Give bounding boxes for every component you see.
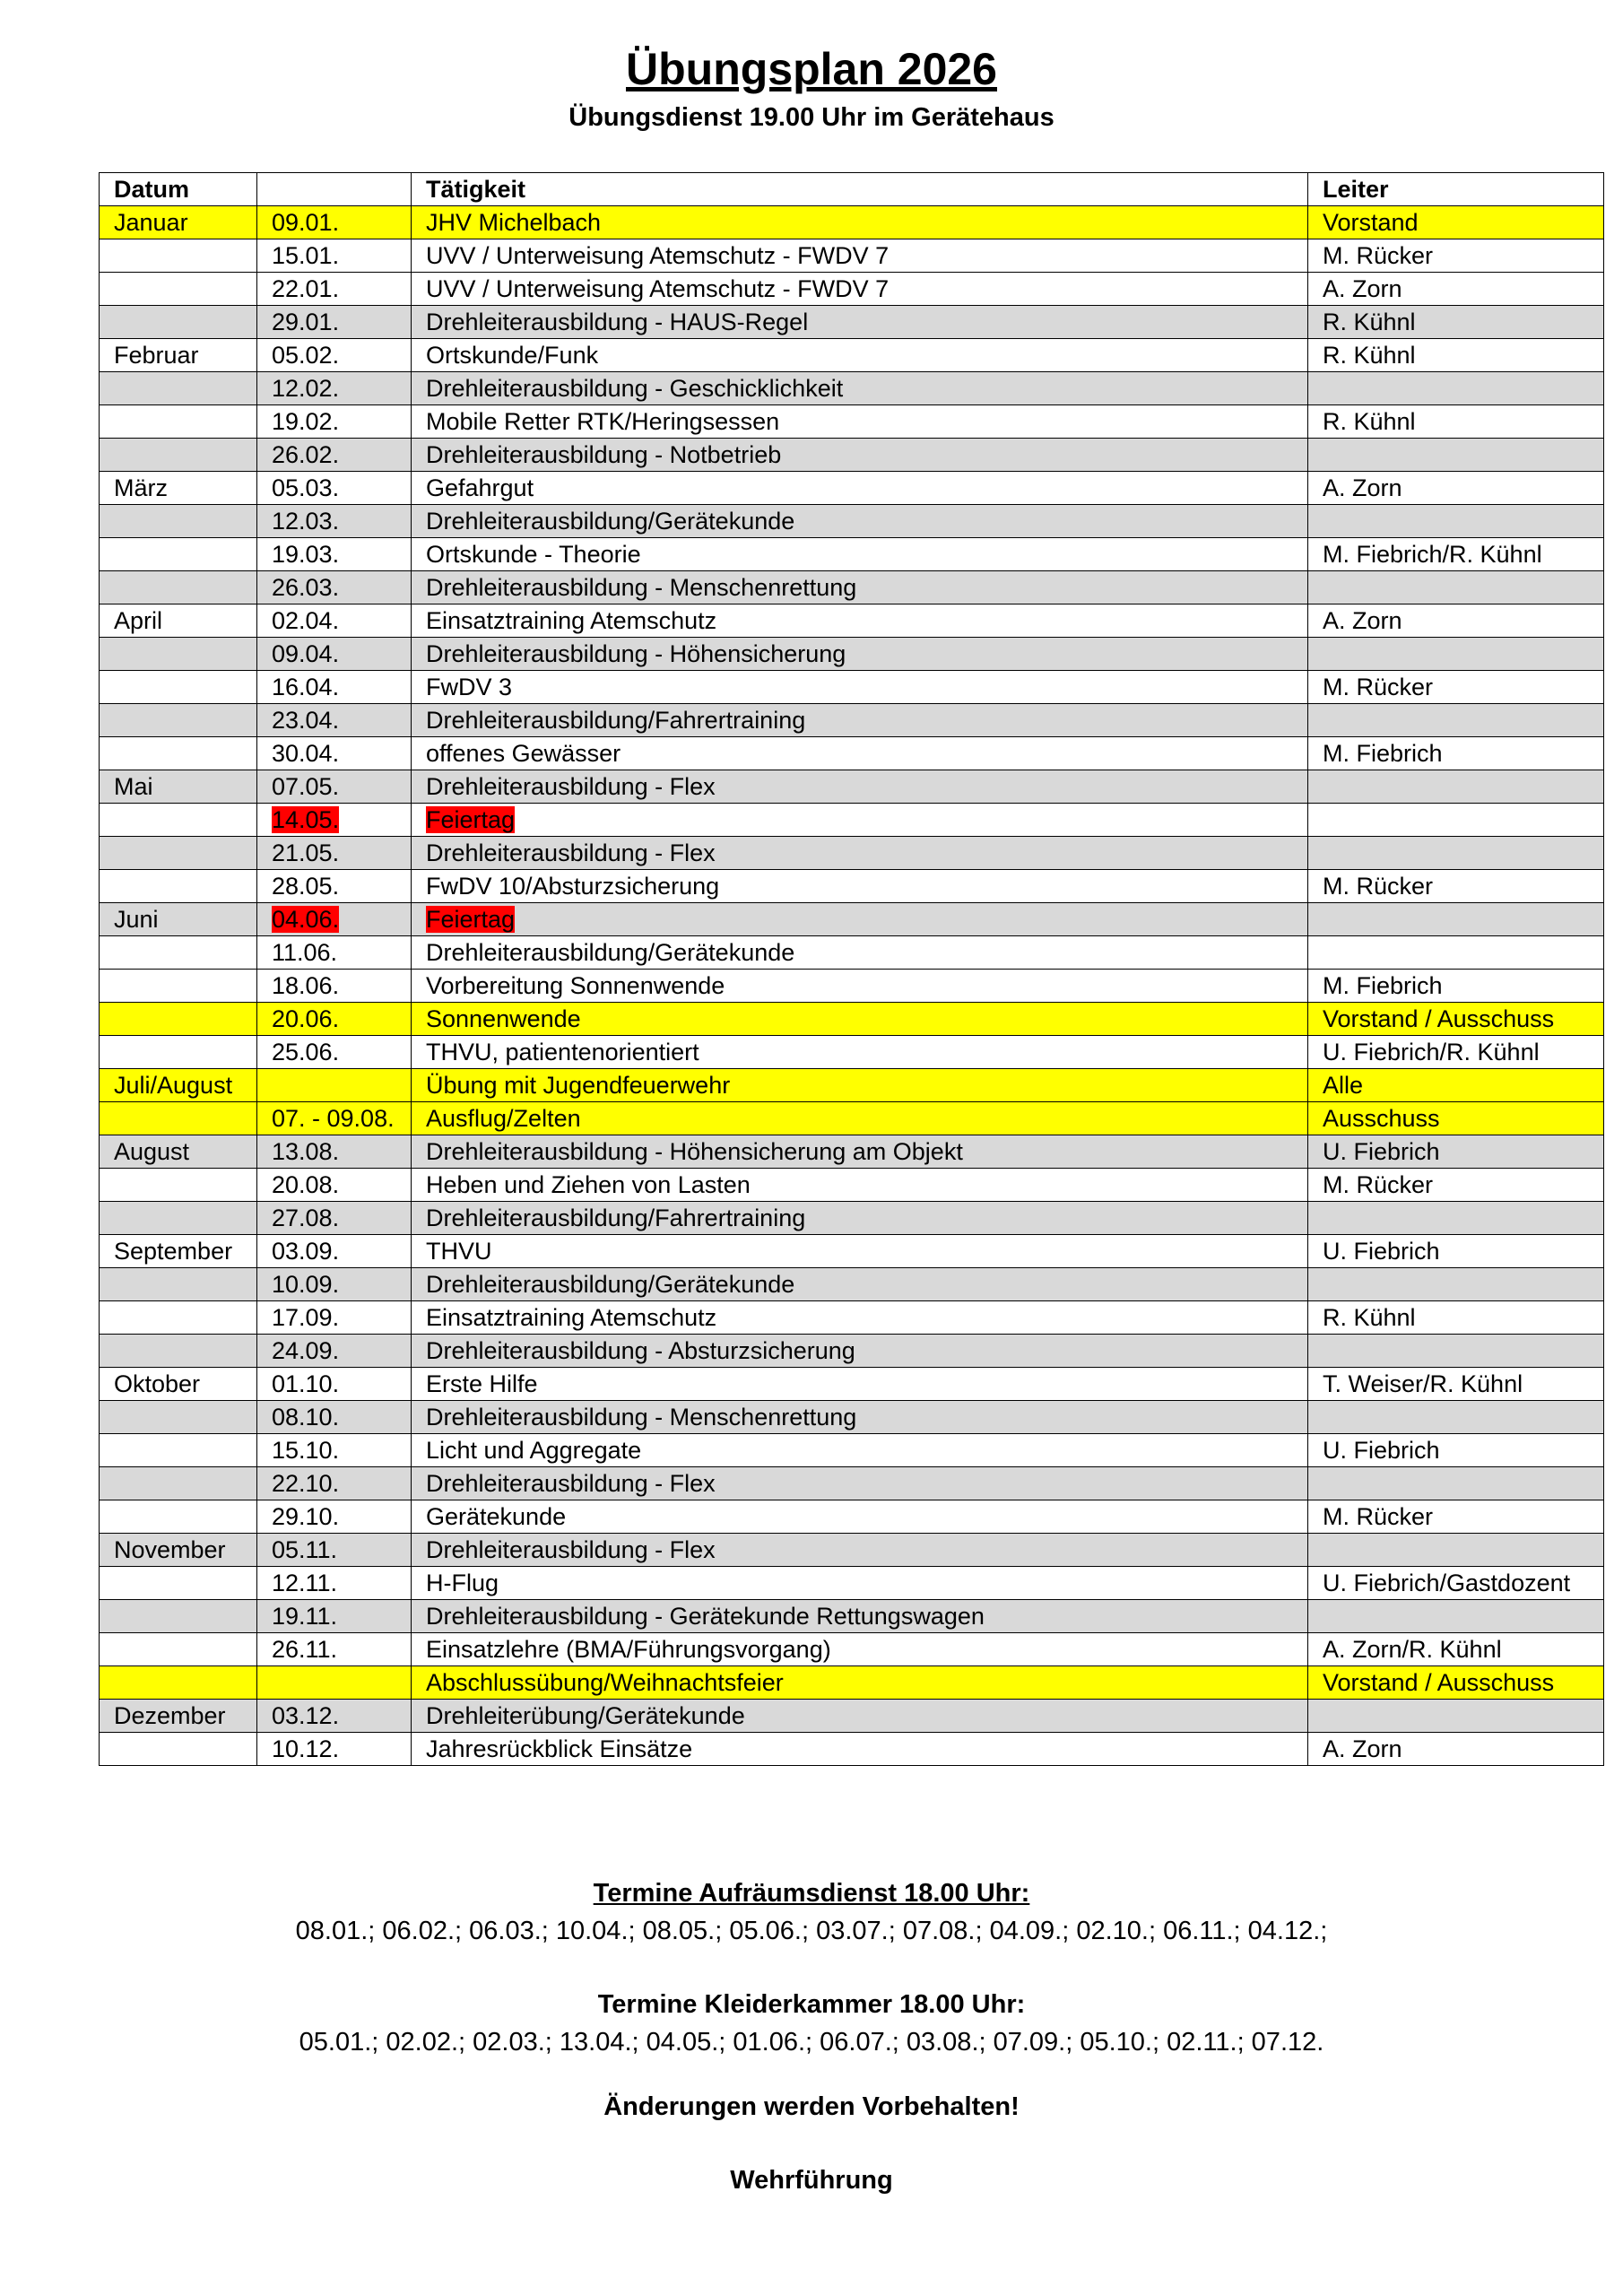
cell-leader: R. Kühnl [1308,339,1604,372]
cell-month [100,1600,257,1633]
cell-activity: Drehleiterübung/Gerätekunde [412,1700,1308,1733]
cell-date: 23.04. [257,704,412,737]
cell-month [100,372,257,405]
table-row [100,1401,1604,1434]
cell-month [100,1567,257,1600]
table-row [100,306,1604,339]
cell-leader [1308,804,1604,837]
cell-activity: FwDV 3 [412,671,1308,704]
cell-date: 12.03. [257,505,412,538]
cell-leader: M. Rücker [1308,1500,1604,1534]
cell-leader [1308,1268,1604,1301]
cell-month [100,1500,257,1534]
cell-date: 10.12. [257,1733,412,1766]
table-row [100,1733,1604,1766]
cell-activity: Jahresrückblick Einsätze [412,1733,1308,1766]
cell-activity: Abschlussübung/Weihnachtsfeier [412,1666,1308,1700]
cell-activity: Drehleiterausbildung - Flex [412,1534,1308,1567]
cell-leader [1308,439,1604,472]
cell-month [100,1003,257,1036]
table-row [100,1003,1604,1036]
cell-date: 03.12. [257,1700,412,1733]
cell-month [100,638,257,671]
cell-month [100,804,257,837]
header-leiter: Leiter [1308,173,1604,206]
cell-month: März [100,472,257,505]
cell-date: 20.06. [257,1003,412,1036]
page-subtitle: Übungsdienst 19.00 Uhr im Gerätehaus [568,103,1055,132]
table-row [100,1069,1604,1102]
cell-month [100,1733,257,1766]
cell-leader [1308,1700,1604,1733]
table-row [100,1102,1604,1135]
cell-month: April [100,604,257,638]
wardrobe-heading: Termine Kleiderkammer 18.00 Uhr: [597,1990,1026,2019]
table-row [100,1700,1604,1733]
cell-leader: U. Fiebrich [1308,1434,1604,1467]
cell-leader: A. Zorn [1308,472,1604,505]
cell-month [100,306,257,339]
cell-month [100,1268,257,1301]
cell-date: 11.06. [257,936,412,970]
cell-activity: Ortskunde - Theorie [412,538,1308,571]
cell-month [100,1169,257,1202]
cell-leader: A. Zorn [1308,273,1604,306]
cell-activity: Drehleiterausbildung - Höhensicherung am Objekt [412,1135,1308,1169]
cell-date: 03.09. [257,1235,412,1268]
cell-month: Oktober [100,1368,257,1401]
cell-activity: Drehleiterausbildung - HAUS-Regel [412,306,1308,339]
cell-activity [412,903,1308,936]
table-row [100,1135,1604,1169]
table-row [100,405,1604,439]
table-row [100,1434,1604,1467]
cell-date: 09.04. [257,638,412,671]
cell-month [100,405,257,439]
table-row [100,1600,1604,1633]
table-row [100,505,1604,538]
cell-date: 18.06. [257,970,412,1003]
cell-month [100,671,257,704]
table-row [100,1335,1604,1368]
cell-date: 17.09. [257,1301,412,1335]
cell-date: 26.02. [257,439,412,472]
cell-leader [1308,903,1604,936]
table-row [100,1268,1604,1301]
cell-month: Juni [100,903,257,936]
cell-date: 26.11. [257,1633,412,1666]
cell-date: 24.09. [257,1335,412,1368]
cell-date: 05.02. [257,339,412,372]
training-schedule-table [99,172,1604,1766]
changes-notice: Änderungen werden Vorbehalten! [603,2092,1020,2121]
cell-activity: Vorbereitung Sonnenwende [412,970,1308,1003]
holiday-date-highlight: 04.06. [272,906,340,933]
cell-date: 09.01. [257,206,412,239]
cell-activity: Drehleiterausbildung - Höhensicherung [412,638,1308,671]
cell-activity: JHV Michelbach [412,206,1308,239]
cell-month [100,273,257,306]
table-row [100,1666,1604,1700]
cell-date: 22.01. [257,273,412,306]
cell-leader: T. Weiser/R. Kühnl [1308,1368,1604,1401]
cell-activity: THVU, patientenorientiert [412,1036,1308,1069]
cell-leader [1308,1401,1604,1434]
cell-date [257,804,412,837]
cell-date: 30.04. [257,737,412,770]
cell-month [100,1301,257,1335]
table-row [100,870,1604,903]
table-row [100,372,1604,405]
cell-month [100,1335,257,1368]
cell-date: 10.09. [257,1268,412,1301]
cell-month [100,1467,257,1500]
cell-date: 05.11. [257,1534,412,1567]
cell-activity: Drehleiterausbildung - Notbetrieb [412,439,1308,472]
cell-month: Februar [100,339,257,372]
cell-month: November [100,1534,257,1567]
cell-date [257,1069,412,1102]
cell-leader: R. Kühnl [1308,1301,1604,1335]
cell-date: 07. - 09.08. [257,1102,412,1135]
cell-leader [1308,638,1604,671]
cell-month: Mai [100,770,257,804]
cell-activity: Drehleiterausbildung/Gerätekunde [412,505,1308,538]
cell-month: Juli/August [100,1069,257,1102]
table-row [100,936,1604,970]
cell-leader: U. Fiebrich/R. Kühnl [1308,1036,1604,1069]
cell-leader: A. Zorn/R. Kühnl [1308,1633,1604,1666]
cell-month [100,1202,257,1235]
cell-date: 08.10. [257,1401,412,1434]
cell-activity: Einsatztraining Atemschutz [412,604,1308,638]
cell-leader [1308,1534,1604,1567]
cell-month [100,704,257,737]
holiday-label-highlight: Feiertag [426,806,516,833]
cell-leader: U. Fiebrich [1308,1235,1604,1268]
cell-activity: Drehleiterausbildung/Fahrertraining [412,1202,1308,1235]
table-row [100,1235,1604,1268]
cell-leader: Ausschuss [1308,1102,1604,1135]
cell-date: 07.05. [257,770,412,804]
table-row [100,837,1604,870]
table-header-row [100,173,1604,206]
cleanup-dates: 08.01.; 06.02.; 06.03.; 10.04.; 08.05.; 05.06.; 03.07.; 07.08.; 04.09.; 02.10.; 06.11.; 04.12.; [295,1917,1328,1945]
cell-date: 29.10. [257,1500,412,1534]
table-row [100,1368,1604,1401]
cell-month: Dezember [100,1700,257,1733]
cell-activity: Übung mit Jugendfeuerwehr [412,1069,1308,1102]
table-row [100,770,1604,804]
cell-leader [1308,1600,1604,1633]
cell-date: 20.08. [257,1169,412,1202]
cell-date: 16.04. [257,671,412,704]
table-row [100,339,1604,372]
cell-date: 19.03. [257,538,412,571]
cell-month: August [100,1135,257,1169]
cell-month [100,239,257,273]
table-row [100,1500,1604,1534]
cell-month [100,837,257,870]
cell-month [100,1434,257,1467]
table-row [100,273,1604,306]
cell-activity: THVU [412,1235,1308,1268]
cell-date: 12.02. [257,372,412,405]
cell-date: 29.01. [257,306,412,339]
table-row [100,1202,1604,1235]
table-row [100,903,1604,936]
table-row [100,538,1604,571]
table-row [100,239,1604,273]
cell-leader: U. Fiebrich [1308,1135,1604,1169]
table-row [100,439,1604,472]
cell-leader: U. Fiebrich/Gastdozent [1308,1567,1604,1600]
cell-date: 28.05. [257,870,412,903]
cell-leader [1308,704,1604,737]
holiday-label-highlight: Feiertag [426,906,516,933]
cell-leader [1308,837,1604,870]
cell-activity: Sonnenwende [412,1003,1308,1036]
cell-leader [1308,505,1604,538]
cell-activity: UVV / Unterweisung Atemschutz - FWDV 7 [412,239,1308,273]
cell-date: 15.10. [257,1434,412,1467]
header-datum: Datum [100,173,257,206]
table-body [100,206,1604,1766]
cell-date: 12.11. [257,1567,412,1600]
cell-date: 05.03. [257,472,412,505]
cell-month [100,1401,257,1434]
cell-leader: R. Kühnl [1308,306,1604,339]
cell-date: 02.04. [257,604,412,638]
cell-month [100,870,257,903]
cell-month [100,936,257,970]
cell-leader [1308,936,1604,970]
cell-activity: Drehleiterausbildung/Gerätekunde [412,936,1308,970]
cell-leader: A. Zorn [1308,604,1604,638]
table-row [100,804,1604,837]
table-row [100,638,1604,671]
table-row [100,1633,1604,1666]
cell-activity: Gefahrgut [412,472,1308,505]
cell-activity: Drehleiterausbildung - Flex [412,1467,1308,1500]
cell-date: 01.10. [257,1368,412,1401]
cell-leader: A. Zorn [1308,1733,1604,1766]
holiday-date-highlight: 14.05. [272,806,340,833]
table-row [100,1169,1604,1202]
cell-month [100,505,257,538]
cell-activity: offenes Gewässer [412,737,1308,770]
cell-activity: Licht und Aggregate [412,1434,1308,1467]
cell-activity: Mobile Retter RTK/Heringsessen [412,405,1308,439]
table-row [100,1534,1604,1567]
cell-date: 19.11. [257,1600,412,1633]
cell-leader: Vorstand [1308,206,1604,239]
cell-month: Januar [100,206,257,239]
cell-leader [1308,372,1604,405]
cell-leader: Vorstand / Ausschuss [1308,1003,1604,1036]
cell-activity: Drehleiterausbildung - Geschicklichkeit [412,372,1308,405]
cell-month [100,1102,257,1135]
cell-activity: H-Flug [412,1567,1308,1600]
cell-leader: M. Rücker [1308,239,1604,273]
cell-activity: Heben und Ziehen von Lasten [412,1169,1308,1202]
table-row [100,1301,1604,1335]
table-row [100,704,1604,737]
cell-date: 25.06. [257,1036,412,1069]
cell-leader: M. Rücker [1308,671,1604,704]
cell-activity: Erste Hilfe [412,1368,1308,1401]
header-taetigkeit: Tätigkeit [412,173,1308,206]
cell-date [257,1666,412,1700]
cell-leader: M. Fiebrich [1308,970,1604,1003]
cell-leader: Alle [1308,1069,1604,1102]
cell-activity: Drehleiterausbildung - Flex [412,837,1308,870]
table-row [100,1567,1604,1600]
cell-leader: M. Rücker [1308,870,1604,903]
cell-leader [1308,571,1604,604]
cell-activity: Ortskunde/Funk [412,339,1308,372]
cell-leader: M. Fiebrich/R. Kühnl [1308,538,1604,571]
table-row [100,970,1604,1003]
cell-activity: Gerätekunde [412,1500,1308,1534]
cell-activity: UVV / Unterweisung Atemschutz - FWDV 7 [412,273,1308,306]
cell-activity: Drehleiterausbildung - Flex [412,770,1308,804]
cell-activity: Ausflug/Zelten [412,1102,1308,1135]
cell-date: 21.05. [257,837,412,870]
cell-date [257,903,412,936]
cell-month [100,439,257,472]
cell-month [100,1036,257,1069]
cell-leader: M. Rücker [1308,1169,1604,1202]
cell-leader: Vorstand / Ausschuss [1308,1666,1604,1700]
cell-leader: R. Kühnl [1308,405,1604,439]
wardrobe-dates: 05.01.; 02.02.; 02.03.; 13.04.; 04.05.; 01.06.; 06.07.; 03.08.; 07.09.; 05.10.; 02.11.; 07.12. [299,2028,1324,2057]
table-row [100,571,1604,604]
table-row [100,604,1604,638]
cell-date: 22.10. [257,1467,412,1500]
cell-activity: Drehleiterausbildung - Absturzsicherung [412,1335,1308,1368]
cell-activity: Drehleiterausbildung/Fahrertraining [412,704,1308,737]
cleanup-heading: Termine Aufräumsdienst 18.00 Uhr: [593,1879,1030,1908]
table-row [100,472,1604,505]
cell-month [100,538,257,571]
cell-month [100,970,257,1003]
cell-date: 27.08. [257,1202,412,1235]
cell-activity [412,804,1308,837]
cell-activity: Drehleiterausbildung/Gerätekunde [412,1268,1308,1301]
table-row [100,1467,1604,1500]
cell-month [100,1633,257,1666]
table-row [100,1036,1604,1069]
cell-date: 15.01. [257,239,412,273]
cell-date: 19.02. [257,405,412,439]
cell-leader [1308,1202,1604,1235]
table-row [100,737,1604,770]
page-title: Übungsplan 2026 [626,44,997,94]
cell-activity: Einsatzlehre (BMA/Führungsvorgang) [412,1633,1308,1666]
cell-activity: Drehleiterausbildung - Menschenrettung [412,571,1308,604]
cell-leader: M. Fiebrich [1308,737,1604,770]
cell-month [100,571,257,604]
table-row [100,671,1604,704]
cell-leader [1308,770,1604,804]
header-date [257,173,412,206]
cell-leader [1308,1335,1604,1368]
signature: Wehrführung [730,2166,893,2195]
cell-date: 13.08. [257,1135,412,1169]
cell-date: 26.03. [257,571,412,604]
cell-month: September [100,1235,257,1268]
cell-activity: Drehleiterausbildung - Gerätekunde Rettungswagen [412,1600,1308,1633]
cell-activity: Einsatztraining Atemschutz [412,1301,1308,1335]
table-row [100,206,1604,239]
cell-month [100,1666,257,1700]
cell-month [100,737,257,770]
cell-activity: FwDV 10/Absturzsicherung [412,870,1308,903]
cell-leader [1308,1467,1604,1500]
cell-activity: Drehleiterausbildung - Menschenrettung [412,1401,1308,1434]
